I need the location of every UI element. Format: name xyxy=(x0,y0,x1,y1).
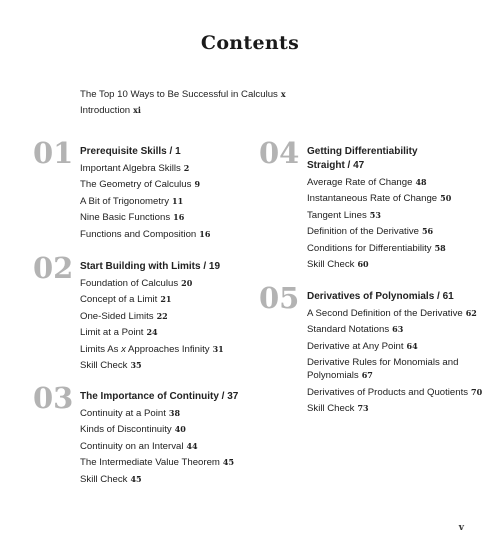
entry-label: A Bit of Trigonometry xyxy=(80,195,170,207)
chapter-page: 61 xyxy=(442,291,454,302)
entry-label: Definition of the Derivative xyxy=(307,226,419,238)
chapter-section xyxy=(80,260,224,375)
toc-entry[interactable] xyxy=(307,386,482,399)
entry-page: 45 xyxy=(222,457,235,468)
entry-label: Skill Check xyxy=(307,402,355,414)
toc-entry[interactable] xyxy=(307,242,451,255)
toc-entry[interactable] xyxy=(80,359,224,372)
chapter-page: 1 xyxy=(175,146,181,157)
entry-page: 63 xyxy=(392,324,404,335)
chapter-heading[interactable]: Start Building with Limits / 19 xyxy=(80,261,221,272)
chapter-title: Getting Differentiability xyxy=(307,146,418,157)
entry-label: Functions and Composition xyxy=(80,228,197,240)
toc-entry[interactable] xyxy=(80,211,210,224)
toc-entry[interactable] xyxy=(80,195,210,208)
entry-label: A Second Definition of the Derivative xyxy=(307,308,463,319)
entry-page: 20 xyxy=(181,278,193,288)
toc-entry[interactable] xyxy=(80,293,224,306)
toc-entry[interactable] xyxy=(307,176,451,189)
chapter-section xyxy=(307,145,451,274)
toc-entry[interactable] xyxy=(307,323,482,336)
entry-page: 11 xyxy=(172,195,184,206)
toc-entry[interactable] xyxy=(80,86,286,102)
page-number: v xyxy=(458,523,464,533)
chapter-section xyxy=(80,145,210,244)
chapter-page: 19 xyxy=(208,261,221,272)
chapter-heading[interactable]: Prerequisite Skills / 1 xyxy=(80,146,181,157)
toc-entry[interactable] xyxy=(307,340,482,353)
entry-label: Polynomials xyxy=(307,370,359,382)
toc-entry[interactable] xyxy=(80,178,210,191)
chapter-title: Start Building with Limits xyxy=(80,261,201,272)
entry-label: Limits As xyxy=(80,343,122,355)
toc-entry[interactable] xyxy=(80,423,238,436)
toc-entry[interactable] xyxy=(80,456,238,469)
chapter-title: Derivatives of Polynomials xyxy=(307,291,435,302)
entry-label: Kinds of Discontinuity xyxy=(80,424,172,436)
entry-label: Concept of a Limit xyxy=(80,294,158,306)
entry-label: Limit at a Point xyxy=(80,327,144,339)
front-matter xyxy=(80,86,286,118)
entry-label: One-Sided Limits xyxy=(80,310,154,322)
chapter-number: 05 xyxy=(259,281,300,315)
entry-label: Average Rate of Change xyxy=(307,177,413,188)
toc-entry[interactable] xyxy=(80,102,286,118)
entry-label-variable: x xyxy=(121,343,126,355)
toc-entry[interactable] xyxy=(80,473,238,486)
toc-entry[interactable] xyxy=(80,440,238,453)
entry-page: 45 xyxy=(130,473,142,484)
entry-page: 35 xyxy=(130,359,142,370)
entry-page: 48 xyxy=(415,177,427,187)
entry-label: Introduction xyxy=(80,105,131,116)
entry-label: Derivatives of Products and Quotients xyxy=(307,386,469,398)
toc-entry[interactable] xyxy=(80,407,238,420)
toc-entry[interactable] xyxy=(307,402,482,415)
entry-page: xi xyxy=(133,105,141,115)
page-title: Contents xyxy=(200,32,300,54)
chapter-number: 02 xyxy=(33,251,74,285)
entry-label: Instantaneous Rate of Change xyxy=(307,193,438,205)
toc-entry[interactable] xyxy=(80,343,224,356)
entry-label: Skill Check xyxy=(80,473,128,485)
chapter-section xyxy=(307,290,482,418)
chapter-number: 01 xyxy=(33,136,74,170)
entry-page: 21 xyxy=(160,294,172,305)
chapter-section xyxy=(80,390,238,489)
chapter-heading[interactable]: The Importance of Continuity / 37 xyxy=(80,391,239,402)
toc-entry[interactable] xyxy=(307,209,451,222)
toc-entry[interactable] xyxy=(80,228,210,241)
chapter-title: Straight xyxy=(307,160,345,171)
chapter-heading[interactable]: Getting Differentiability Straight / 47 xyxy=(307,145,451,173)
entry-label: Standard Notations xyxy=(307,324,390,336)
toc-entry[interactable] xyxy=(80,277,224,290)
toc-entry[interactable] xyxy=(307,225,451,238)
chapter-title: Prerequisite Skills xyxy=(80,146,167,157)
entry-page: 16 xyxy=(199,228,211,239)
entry-label: Conditions for Differentiability xyxy=(307,242,432,254)
entry-page: 64 xyxy=(406,340,418,351)
chapter-number: 03 xyxy=(33,381,74,415)
entry-page: 44 xyxy=(186,440,198,451)
chapter-heading[interactable]: Derivatives of Polynomials / 61 xyxy=(307,291,454,302)
toc-entry[interactable] xyxy=(80,310,224,323)
chapter-page: 47 xyxy=(353,160,365,171)
entry-label: The Top 10 Ways to Be Successful in Calculus xyxy=(80,89,278,100)
entry-page: 24 xyxy=(146,327,158,338)
entry-label: Approaches Infinity xyxy=(125,343,210,355)
entry-page: 62 xyxy=(465,308,477,318)
toc-entry[interactable] xyxy=(80,326,224,339)
entry-page: 16 xyxy=(173,212,185,223)
entry-page: 9 xyxy=(194,179,201,190)
entry-page: 53 xyxy=(369,209,381,220)
entry-label: Foundation of Calculus xyxy=(80,278,179,289)
toc-entry[interactable] xyxy=(307,307,482,320)
chapter-page: 37 xyxy=(227,391,239,402)
entry-label: Tangent Lines xyxy=(307,209,367,221)
entry-page: 70 xyxy=(471,386,483,397)
toc-entry[interactable] xyxy=(307,258,451,271)
entry-label: The Intermediate Value Theorem xyxy=(80,457,220,469)
toc-entry[interactable] xyxy=(307,356,482,382)
entry-label: Continuity on an Interval xyxy=(80,440,184,452)
toc-entry[interactable] xyxy=(80,162,210,175)
entry-page: 67 xyxy=(361,370,373,381)
chapter-number: 04 xyxy=(259,136,300,170)
entry-page: 58 xyxy=(434,242,446,253)
entry-label: Continuity at a Point xyxy=(80,408,166,419)
entry-label: Derivative Rules for Monomials and xyxy=(307,357,459,369)
entry-page: 40 xyxy=(174,424,186,435)
entry-label: Nine Basic Functions xyxy=(80,212,171,224)
entry-label: The Geometry of Calculus xyxy=(80,179,192,191)
entry-page: x xyxy=(280,89,286,99)
chapter-title: The Importance of Continuity xyxy=(80,391,219,402)
entry-label: Skill Check xyxy=(307,258,355,270)
entry-page: 31 xyxy=(212,343,224,354)
entry-page: 2 xyxy=(183,163,190,173)
entry-label: Skill Check xyxy=(80,359,128,371)
entry-label: Important Algebra Skills xyxy=(80,163,181,174)
entry-page: 56 xyxy=(421,226,434,237)
toc-entry[interactable] xyxy=(307,192,451,205)
entry-page: 22 xyxy=(156,310,168,321)
entry-page: 38 xyxy=(168,408,181,418)
entry-page: 50 xyxy=(440,193,452,204)
entry-label: Derivative at Any Point xyxy=(307,340,404,352)
entry-page: 60 xyxy=(357,258,369,269)
entry-page: 73 xyxy=(357,402,369,413)
